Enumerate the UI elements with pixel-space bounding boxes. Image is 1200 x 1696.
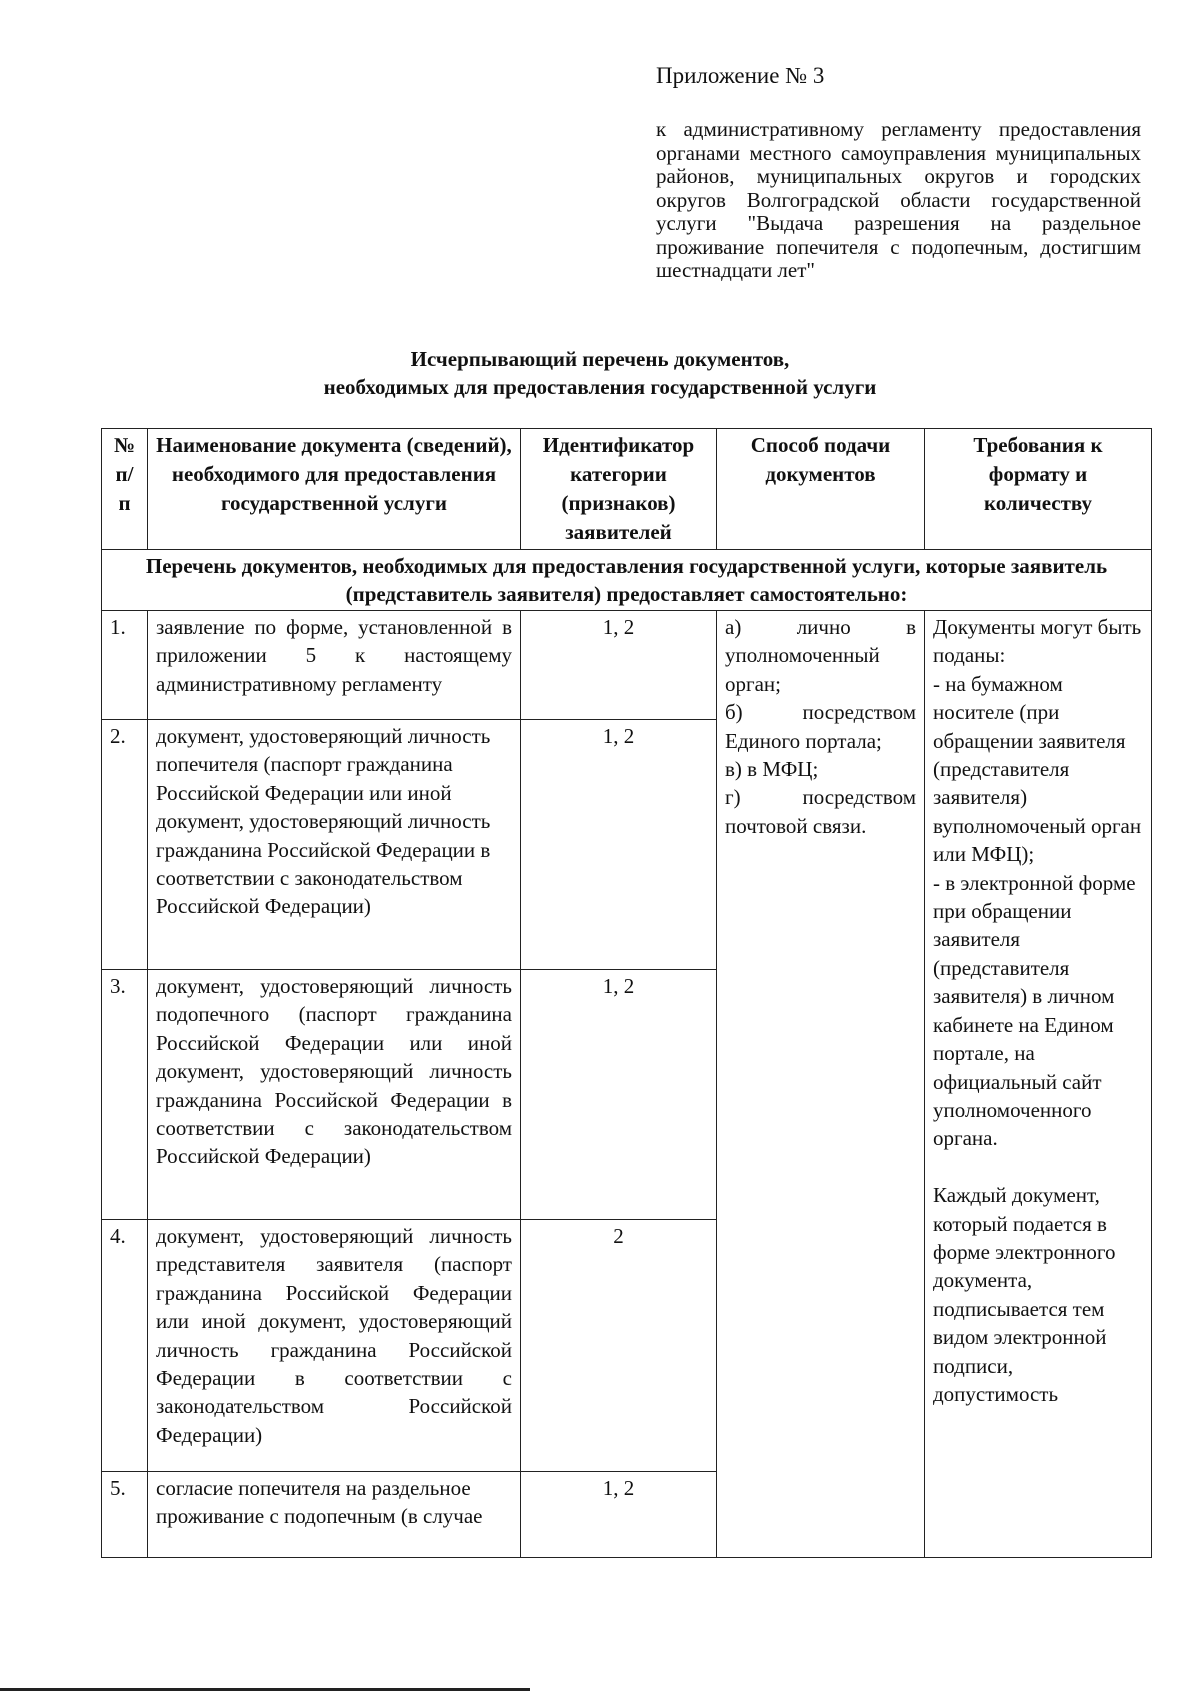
section-row <box>102 550 1152 611</box>
row-category: 2 <box>521 1220 717 1472</box>
format-requirements <box>925 611 1152 1558</box>
row-category: 1, 2 <box>521 1472 717 1558</box>
submission-method-text: а) лично в уполномоченный орган; б) посредством Единого портала; в) в МФЦ; г) посредством почтовой связи. <box>725 615 916 838</box>
row-num: 5. <box>102 1472 148 1558</box>
footer-rule <box>0 1688 530 1691</box>
table-row <box>102 611 1152 720</box>
format-requirements-text: Документы могут быть поданы: - на бумажном носителе (при обращении заявителя (представителя заявителя) вуполномоченый орган или МФЦ); - в электронной форме при обращении заявителя (представителя заявителя) в личном кабинете на Едином портале, на официальный сайт уполномоченного органа. Каждый документ, который подается в форме электронного документа, подписывается тем видом электронной подписи, допустимость <box>933 615 1142 1406</box>
header-category: Идентификатор категории (признаков) заявителей <box>521 429 717 550</box>
section-title: Перечень документов, необходимых для предоставления государственной услуги, которые заявитель (представитель заявителя) предоставляет самостоятельно: <box>102 550 1152 611</box>
row-category: 1, 2 <box>521 720 717 970</box>
header-requirements: Требования к формату и количеству <box>925 429 1152 550</box>
header-num: № п/п <box>102 429 148 550</box>
row-document-name: документ, удостоверяющий личность представителя заявителя (паспорт гражданина Российской Федерации или иной документ, удостоверяющий личность гражданина Российской Федерации в соответствии с законодательством Российской Федерации) <box>148 1220 521 1472</box>
documents-table <box>101 428 1152 1558</box>
row-document-name: заявление по форме, установленной в приложении 5 к настоящему административному регламенту <box>148 611 521 720</box>
appendix-reference-text: к административному регламенту предоставления органами местного самоуправления муниципальных районов, муниципальных округов и городских округов Волгоградской области государственной услуги "Выдача разрешения на раздельное проживание попечителя с подопечным, достигшим шестнадцати лет" <box>656 117 1141 282</box>
row-document-name: согласие попечителя на раздельное проживание с подопечным (в случае <box>148 1472 521 1558</box>
row-document-name: документ, удостоверяющий личность подопечного (паспорт гражданина Российской Федерации или иной документ, удостоверяющий личность гражданина Российской Федерации в соответствии с законодательством Российской Федерации) <box>148 970 521 1220</box>
row-num: 4. <box>102 1220 148 1472</box>
row-num: 3. <box>102 970 148 1220</box>
document-heading <box>250 345 950 401</box>
row-num: 2. <box>102 720 148 970</box>
header-method: Способ подачи документов <box>717 429 925 550</box>
row-num: 1. <box>102 611 148 720</box>
heading-line-2: необходимых для предоставления государственной услуги <box>323 375 877 399</box>
submission-method <box>717 611 925 1558</box>
header-name: Наименование документа (сведений), необходимого для предоставления государственной услуги <box>148 429 521 550</box>
row-category: 1, 2 <box>521 611 717 720</box>
table-header-row <box>102 429 1152 550</box>
heading-line-1: Исчерпывающий перечень документов, <box>410 347 790 371</box>
row-category: 1, 2 <box>521 970 717 1220</box>
appendix-title: Приложение № 3 <box>656 63 825 88</box>
row-document-name: документ, удостоверяющий личность попечителя (паспорт гражданина Российской Федерации или иной документ, удостоверяющий личность гражданина Российской Федерации в соответствии с законодательством Российской Федерации) <box>148 720 521 970</box>
